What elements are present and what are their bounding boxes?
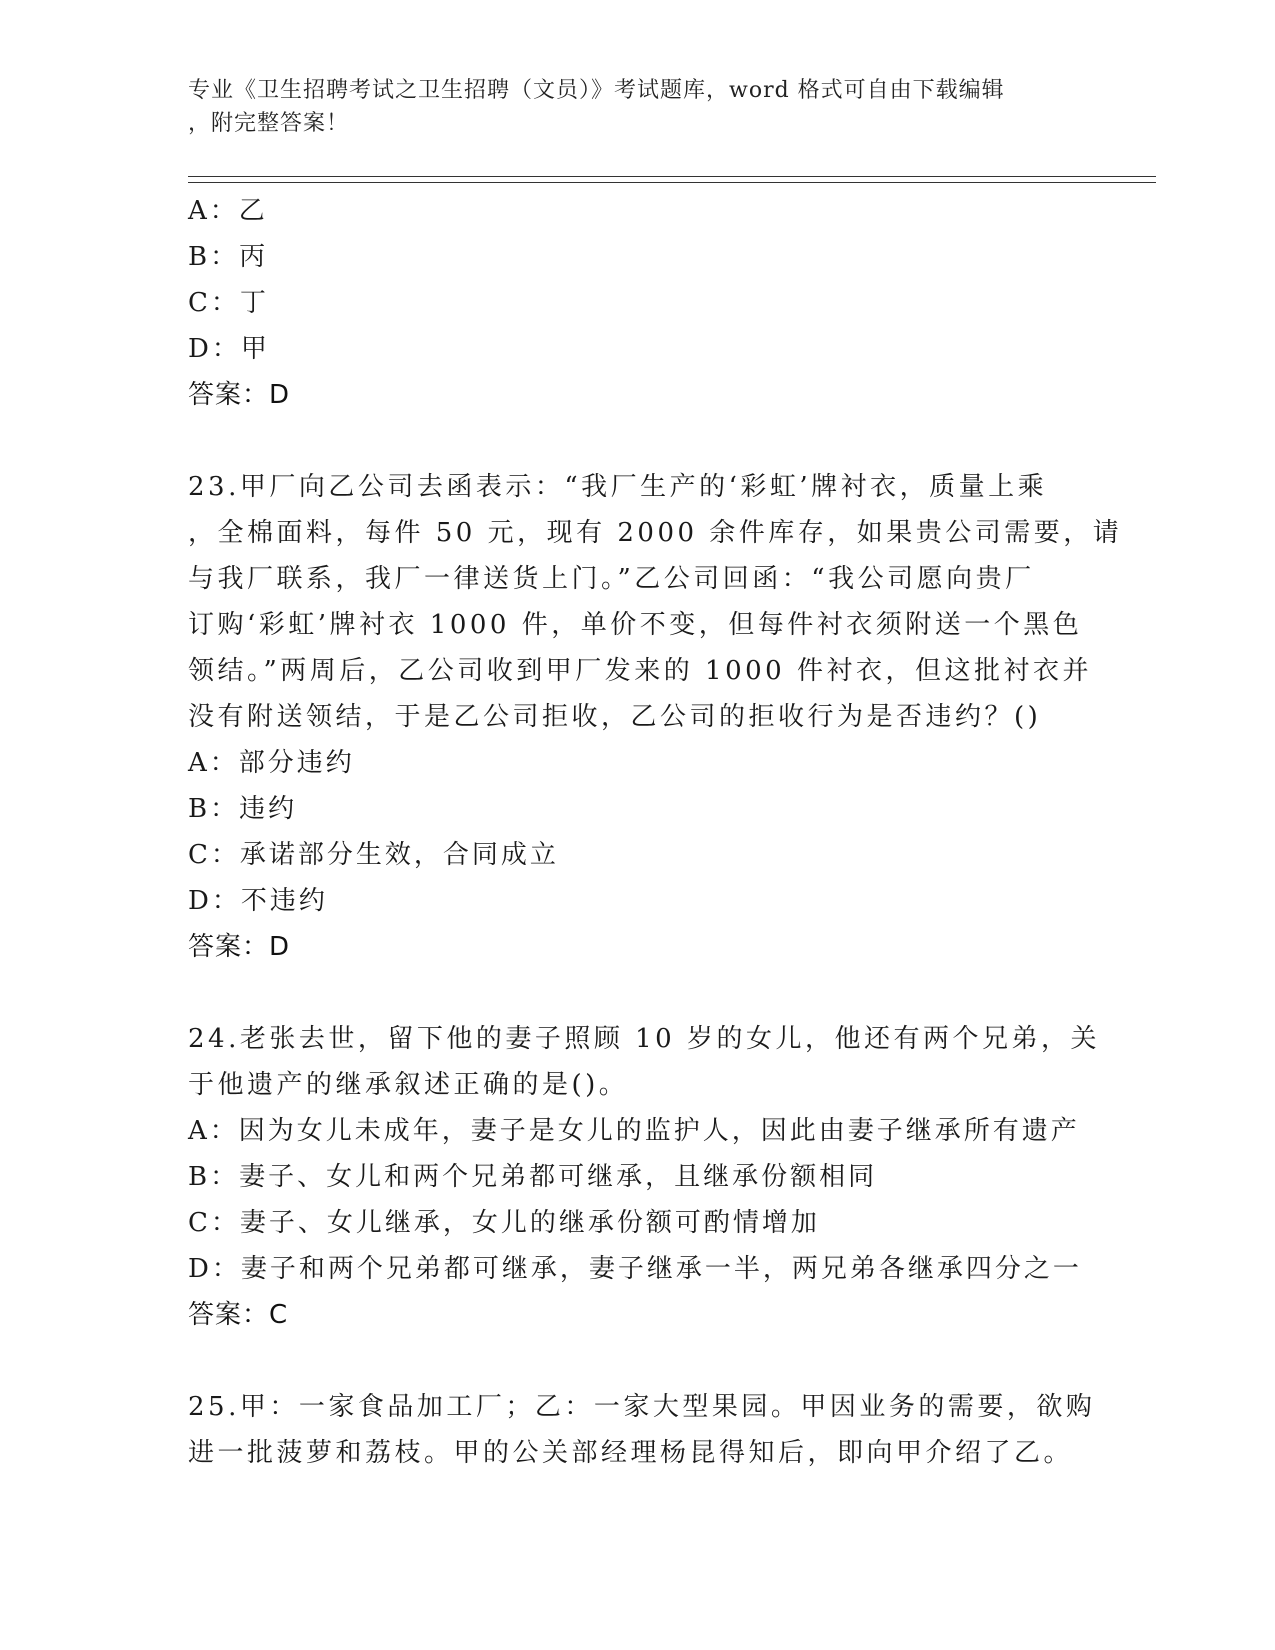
header-divider-top xyxy=(188,176,1156,177)
question-25 xyxy=(188,1384,1096,1476)
option-b: B：违约 xyxy=(188,794,298,824)
option-d: D：不违约 xyxy=(188,886,328,916)
option-d: D：妻子和两个兄弟都可继承，妻子继承一半，两兄弟各继承四分之一 xyxy=(188,1254,1082,1284)
option-b: B：妻子、女儿和两个兄弟都可继承，且继承份额相同 xyxy=(188,1162,878,1192)
answer-line: 答案：D xyxy=(188,932,291,962)
answer-line: 答案：C xyxy=(188,1300,289,1330)
question-stem xyxy=(188,464,1123,740)
stem-line: 于他遗产的继承叙述正确的是()。 xyxy=(188,1070,629,1100)
stem-line: 24.老张去世，留下他的妻子照顾 10 岁的女儿，他还有两个兄弟，关 xyxy=(188,1024,1100,1054)
document-header xyxy=(188,74,1088,140)
header-line-2: ，附完整答案！ xyxy=(188,111,350,136)
document-body xyxy=(188,188,1123,1476)
header-line-1: 专业《卫生招聘考试之卫生招聘（文员）》考试题库，word 格式可自由下载编辑 xyxy=(188,78,1005,103)
stem-line: 23.甲厂向乙公司去函表示：“我厂生产的‘彩虹’牌衬衣，质量上乘 xyxy=(188,472,1048,502)
question-stem xyxy=(188,1016,1100,1108)
option-a: A：乙 xyxy=(188,196,268,226)
option-c: C：丁 xyxy=(188,288,269,318)
question-stem xyxy=(188,1384,1096,1476)
stem-line: 与我厂联系，我厂一律送货上门。”乙公司回函：“我公司愿向贵厂 xyxy=(188,564,1035,594)
stem-line: 25.甲：一家食品加工厂；乙：一家大型果园。甲因业务的需要，欲购 xyxy=(188,1392,1096,1422)
question-23 xyxy=(188,464,1123,970)
header-divider-bottom xyxy=(188,182,1156,183)
option-a: A：部分违约 xyxy=(188,748,355,778)
option-d: D：甲 xyxy=(188,334,270,364)
stem-line: ，全棉面料，每件 50 元，现有 2000 余件库存，如果贵公司需要，请 xyxy=(188,518,1123,548)
option-c: C：妻子、女儿继承，女儿的继承份额可酌情增加 xyxy=(188,1208,820,1238)
stem-line: 进一批菠萝和荔枝。甲的公关部经理杨昆得知后，即向甲介绍了乙。 xyxy=(188,1438,1074,1468)
option-a: A：因为女儿未成年，妻子是女儿的监护人，因此由妻子继承所有遗产 xyxy=(188,1116,1080,1146)
option-c: C：承诺部分生效，合同成立 xyxy=(188,840,559,870)
answer-line: 答案：D xyxy=(188,380,291,410)
stem-line: 订购‘彩虹’牌衬衣 1000 件，单价不变，但每件衬衣须附送一个黑色 xyxy=(188,610,1083,640)
option-b: B：丙 xyxy=(188,242,269,272)
question-22-tail xyxy=(188,188,1088,418)
stem-line: 没有附送领结，于是乙公司拒收，乙公司的拒收行为是否违约？() xyxy=(188,702,1042,732)
stem-line: 领结。”两周后，乙公司收到甲厂发来的 1000 件衬衣，但这批衬衣并 xyxy=(188,656,1092,686)
question-24 xyxy=(188,1016,1100,1338)
